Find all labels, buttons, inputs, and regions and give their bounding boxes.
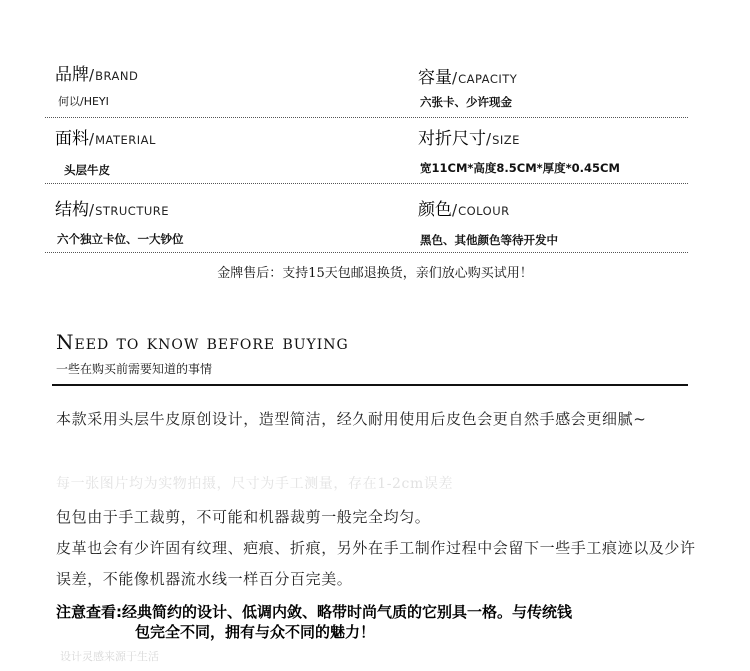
spec-value: 头层牛皮 [64, 163, 110, 177]
note-line2: 包完全不同，拥有与众不同的魅力！ [135, 623, 376, 641]
spec-label: 对折尺寸 [418, 129, 486, 149]
spec-label: 面料 [55, 129, 89, 149]
note-block [56, 602, 696, 642]
spec-value: 黑色、其他颜色等待开发中 [420, 233, 558, 247]
section-subtitle: 一些在购买前需要知道的事情 [56, 362, 213, 376]
spec-slash: / [452, 69, 458, 87]
spec-value: 宽11CM*高度8.5CM*厚度*0.45CM [420, 161, 620, 175]
paragraph-leather: 皮革也会有少许固有纹理、疤痕、折痕，另外在手工制作过程中会留下一些手工痕迹以及少许误差，不能像机器流水线一样百分百完美。 [56, 539, 696, 588]
spec-label: 容量 [418, 68, 452, 88]
spec-sub: STRUCTURE [95, 204, 170, 218]
faded-text: 每一张图片均为实物拍摄，尺寸为手工测量，存在1-2cm误差 [56, 476, 454, 492]
spec-slash: / [89, 66, 95, 84]
after-sales-guarantee: 金牌售后：支持15天包邮退换货，亲们放心购买试用！ [217, 266, 533, 281]
divider [45, 117, 688, 118]
spec-sub: SIZE [492, 133, 520, 147]
spec-label: 颜色 [418, 200, 452, 220]
spec-value: 何以/HEYI [58, 95, 109, 108]
spec-slash: / [452, 201, 458, 219]
spec-sub: CAPACITY [458, 72, 518, 86]
spec-label: 结构 [55, 200, 89, 220]
divider [45, 183, 688, 184]
spec-sub: BRAND [95, 69, 139, 83]
spec-label: 品牌 [55, 65, 89, 85]
note-line1: 经典简约的设计、低调内敛、略带时尚气质的它别具一格。与传统钱 [122, 603, 573, 621]
section-rule [52, 384, 688, 386]
paragraph-intro: 本款采用头层牛皮原创设计，造型简洁，经久耐用使用后皮色会更自然手感会更细腻~ [56, 410, 647, 428]
spec-slash: / [89, 130, 95, 148]
note-label: 注意查看: [56, 603, 122, 621]
paragraph-cutting: 包包由于手工裁剪，不可能和机器裁剪一般完全均匀。 [56, 508, 431, 526]
section-title: Need to know before buying [56, 330, 349, 354]
spec-slash: / [89, 201, 95, 219]
divider [45, 252, 688, 253]
faded-bottom-text: 设计灵感来源于生活 [60, 650, 159, 663]
spec-sub: COLOUR [458, 204, 510, 218]
spec-sub: MATERIAL [95, 133, 156, 147]
spec-slash: / [486, 130, 492, 148]
spec-value: 六个独立卡位、一大钞位 [57, 232, 184, 246]
spec-value: 六张卡、少许现金 [420, 95, 512, 109]
